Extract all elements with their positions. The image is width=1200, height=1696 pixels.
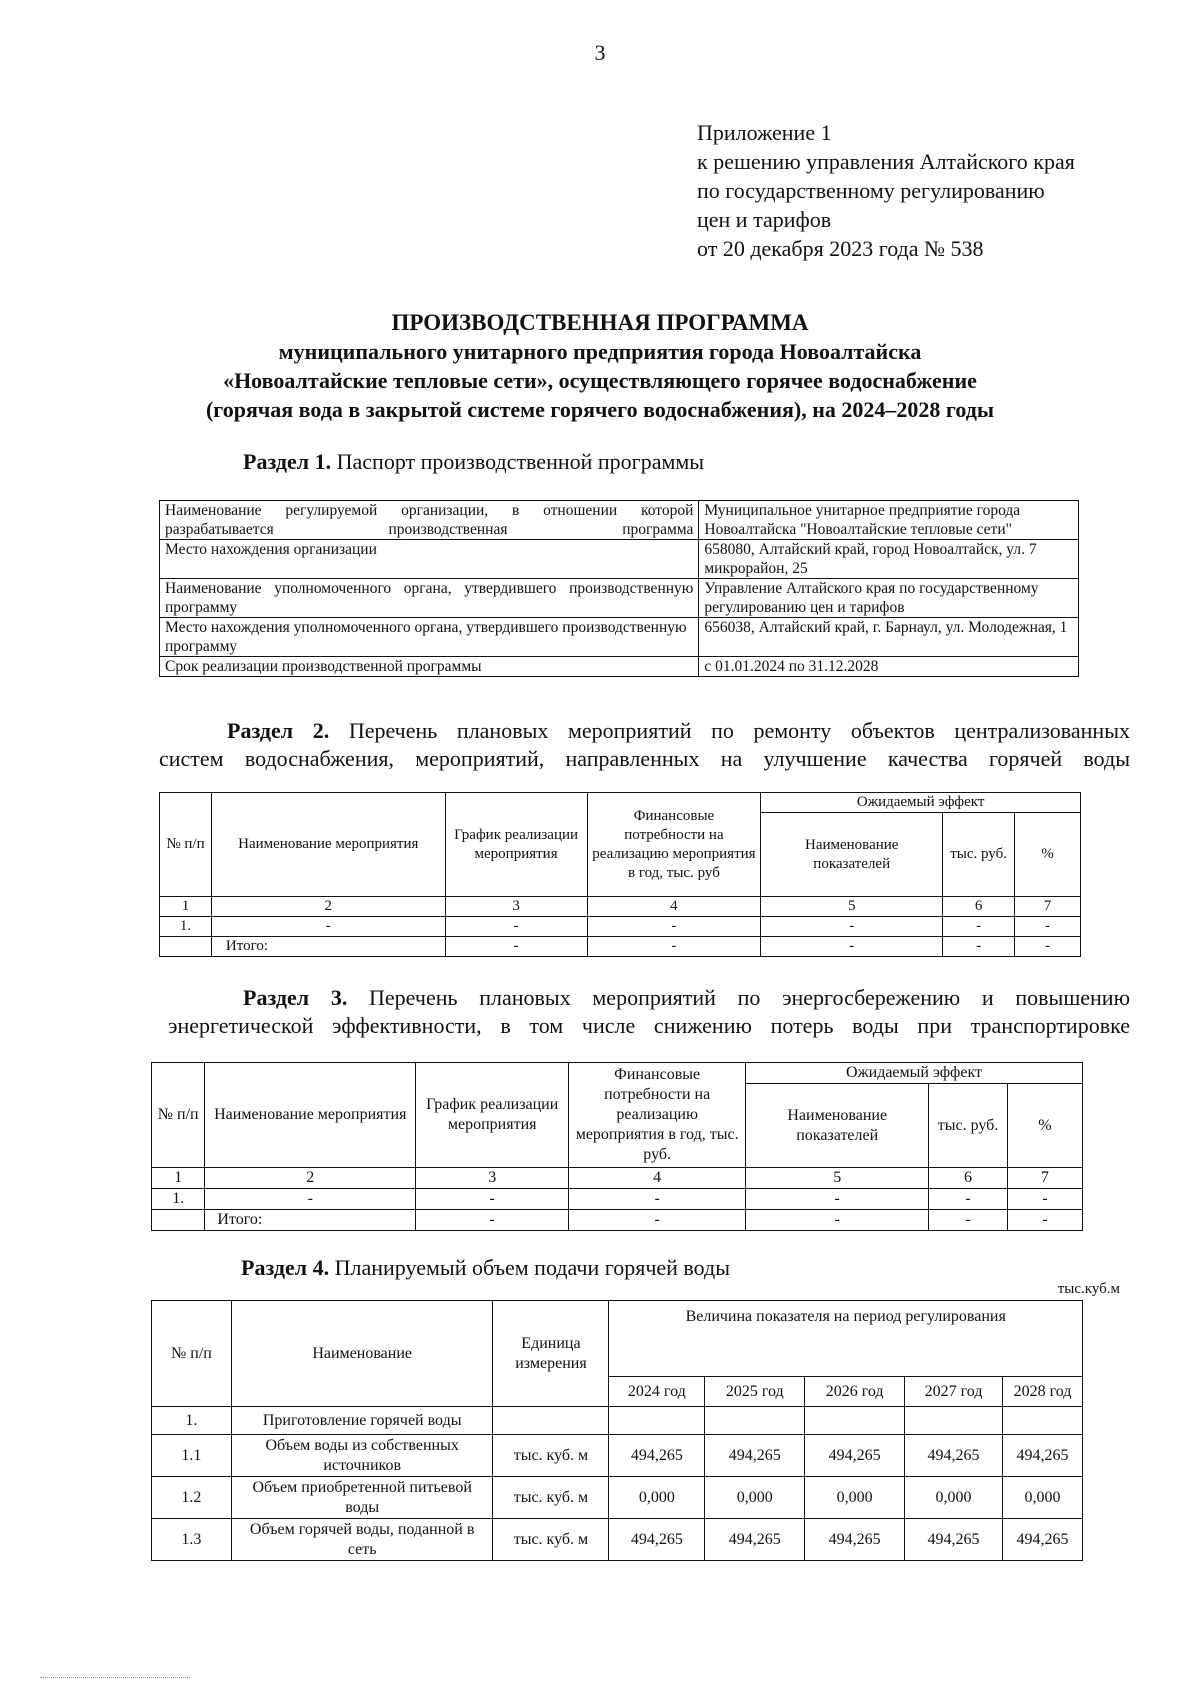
table-row — [160, 618, 1079, 657]
section3-heading-bold: Раздел 3. — [243, 985, 348, 1010]
table-cell: - — [761, 937, 943, 957]
table-cell: - — [445, 937, 587, 957]
col-header-percent: % — [1015, 813, 1081, 897]
unit-note: тыс.куб.м — [1057, 1281, 1120, 1297]
section3-heading-line2 — [168, 1012, 1130, 1040]
col-header-num: № п/п — [152, 1301, 232, 1407]
row-name: Объем горячей воды, поданной в сеть — [231, 1519, 493, 1561]
table-row — [160, 917, 1081, 937]
col-header-schedule: График реализации мероприятия — [416, 1063, 569, 1168]
row-unit: тыс. куб. м — [493, 1435, 609, 1477]
col-header-year: 2025 год — [705, 1377, 805, 1407]
passport-label: Место нахождения организации — [160, 540, 699, 579]
row-value: 0,000 — [609, 1477, 705, 1519]
col-header-indicators: Наименование показателей — [761, 813, 943, 897]
section1-heading — [243, 448, 704, 476]
table-row — [152, 1477, 1083, 1519]
appendix-line: от 20 декабря 2023 года № 538 — [697, 236, 984, 261]
table-cell: - — [416, 1189, 569, 1210]
section2-heading-line2 — [159, 745, 1130, 773]
document-title — [140, 308, 1060, 424]
row-value — [805, 1407, 905, 1435]
passport-label: Наименование уполномоченного органа, утвердившего производственную программу — [160, 579, 699, 618]
table-cell: - — [587, 937, 761, 957]
row-value: 494,265 — [609, 1435, 705, 1477]
table-row — [160, 540, 1079, 579]
col-number: 7 — [1015, 897, 1081, 917]
table-header-row — [152, 1301, 1083, 1377]
col-header-percent: % — [1007, 1084, 1082, 1168]
title-line: «Новоалтайские тепловые сети», осуществляющего горячее водоснабжение — [223, 368, 977, 393]
total-label: Итого: — [205, 1210, 416, 1231]
col-number: 3 — [445, 897, 587, 917]
col-header-period: Величина показателя на период регулирования — [609, 1301, 1083, 1377]
section4-heading-bold: Раздел 4. — [241, 1255, 330, 1280]
title-line: (горячая вода в закрытой системе горячего водоснабжения), на 2024–2028 годы — [205, 397, 995, 422]
row-value: 0,000 — [705, 1477, 805, 1519]
row-value: 494,265 — [1002, 1519, 1082, 1561]
passport-value: с 01.01.2024 по 31.12.2028 — [699, 657, 1079, 677]
col-header-finance: Финансовые потребности на реализацию мероприятия в год, тыс. руб. — [569, 1063, 746, 1168]
col-header-unit: Единица измерения — [493, 1301, 609, 1407]
col-number: 3 — [416, 1168, 569, 1189]
table-header-row — [160, 793, 1081, 813]
table-cell: - — [929, 1189, 1007, 1210]
col-number: 5 — [746, 1168, 929, 1189]
col-header-num: № п/п — [152, 1063, 205, 1168]
row-value — [609, 1407, 705, 1435]
table-cell: - — [1007, 1189, 1082, 1210]
col-header-rub: тыс. руб. — [943, 813, 1015, 897]
row-unit: тыс. куб. м — [493, 1477, 609, 1519]
total-label: Итого: — [211, 937, 445, 957]
table-row — [160, 897, 1081, 917]
page-number: 3 — [594, 40, 606, 65]
appendix-line: цен и тарифов — [697, 207, 832, 232]
row-unit — [493, 1407, 609, 1435]
energy-saving-table — [151, 1062, 1083, 1231]
water-supply-volume-table — [151, 1300, 1083, 1561]
col-header-effect: Ожидаемый эффект — [761, 793, 1081, 813]
row-name: Приготовление горячей воды — [231, 1407, 493, 1435]
col-number: 4 — [569, 1168, 746, 1189]
col-header-year: 2024 год — [609, 1377, 705, 1407]
table-row — [160, 579, 1079, 618]
table-header-row — [152, 1063, 1083, 1084]
col-header-rub: тыс. руб. — [929, 1084, 1007, 1168]
repair-measures-table — [159, 792, 1081, 957]
row-value: 494,265 — [805, 1519, 905, 1561]
table-cell — [152, 1210, 205, 1231]
row-value: 494,265 — [705, 1435, 805, 1477]
row-name: Объем воды из собственных источников — [231, 1435, 493, 1477]
col-header-name: Наименование мероприятия — [211, 793, 445, 897]
title-main: ПРОИЗВОДСТВЕННАЯ ПРОГРАММА — [391, 310, 809, 335]
passport-value: Муниципальное унитарное предприятие города Новоалтайска "Новоалтайские тепловые сети" — [699, 501, 1079, 540]
table-cell: - — [587, 917, 761, 937]
passport-label: Срок реализации производственной программы — [160, 657, 699, 677]
passport-label: Наименование регулируемой организации, в отношении которой разрабатывается производственная программа — [160, 501, 699, 540]
col-header-num: № п/п — [160, 793, 212, 897]
section4-heading — [241, 1254, 730, 1282]
table-row — [152, 1407, 1083, 1435]
appendix-block — [697, 118, 1075, 263]
table-cell: - — [746, 1189, 929, 1210]
col-number: 6 — [943, 897, 1015, 917]
section4-heading-text: Планируемый объем подачи горячей воды — [329, 1255, 731, 1280]
row-num: 1.1 — [152, 1435, 232, 1477]
col-header-indicators: Наименование показателей — [746, 1084, 929, 1168]
col-header-name: Наименование — [231, 1301, 493, 1407]
col-header-year: 2026 год — [805, 1377, 905, 1407]
row-value: 0,000 — [1002, 1477, 1082, 1519]
title-line: муниципального унитарного предприятия города Новоалтайска — [278, 339, 922, 364]
table-row — [160, 657, 1079, 677]
table-cell: - — [1015, 917, 1081, 937]
col-header-finance: Финансовые потребности на реализацию мероприятия в год, тыс. руб — [587, 793, 761, 897]
passport-label: Место нахождения уполномоченного органа, утвердившего производственную программу — [160, 618, 699, 657]
col-number: 2 — [211, 897, 445, 917]
table-cell: - — [445, 917, 587, 937]
row-unit: тыс. куб. м — [493, 1519, 609, 1561]
table-row — [152, 1189, 1083, 1210]
row-value — [905, 1407, 1003, 1435]
section2-heading-text-2: систем водоснабжения, мероприятий, направленных на улучшение качества горячей воды — [159, 746, 1130, 771]
table-cell: - — [569, 1210, 746, 1231]
col-number: 2 — [205, 1168, 416, 1189]
section1-heading-text: Паспорт производственной программы — [331, 449, 705, 474]
col-header-name: Наименование мероприятия — [205, 1063, 416, 1168]
table-row — [152, 1519, 1083, 1561]
table-cell: - — [569, 1189, 746, 1210]
row-num: 1. — [152, 1407, 232, 1435]
section3-heading-text-2: энергетической эффективности, в том числе снижению потерь воды при транспортировке — [168, 1013, 1130, 1038]
table-cell: - — [416, 1210, 569, 1231]
table-total-row — [160, 937, 1081, 957]
appendix-line: Приложение 1 — [697, 120, 832, 145]
col-number: 4 — [587, 897, 761, 917]
scan-artifact-line — [40, 1677, 190, 1678]
col-number: 1 — [160, 897, 212, 917]
section2-heading-bold: Раздел 2. — [227, 718, 330, 743]
passport-value: Управление Алтайского края по государственному регулированию цен и тарифов — [699, 579, 1079, 618]
section2-heading-text: Перечень плановых мероприятий по ремонту объектов централизованных — [329, 718, 1130, 743]
col-number: 5 — [761, 897, 943, 917]
table-cell: - — [943, 937, 1015, 957]
row-value: 494,265 — [905, 1435, 1003, 1477]
passport-table — [159, 500, 1079, 677]
row-value: 494,265 — [1002, 1435, 1082, 1477]
col-header-year: 2028 год — [1002, 1377, 1082, 1407]
row-name: Объем приобретенной питьевой воды — [231, 1477, 493, 1519]
row-value — [705, 1407, 805, 1435]
section2-heading — [227, 717, 1130, 745]
table-row — [160, 501, 1079, 540]
appendix-line: к решению управления Алтайского края — [697, 149, 1075, 174]
table-cell: - — [1007, 1210, 1082, 1231]
appendix-line: по государственному регулированию — [697, 178, 1045, 203]
row-value: 494,265 — [905, 1519, 1003, 1561]
section1-heading-bold: Раздел 1. — [243, 449, 332, 474]
table-cell — [160, 937, 212, 957]
table-cell: - — [761, 917, 943, 937]
table-cell: 1. — [152, 1189, 205, 1210]
table-cell: - — [211, 917, 445, 937]
row-num: 1.2 — [152, 1477, 232, 1519]
table-row — [152, 1168, 1083, 1189]
row-value: 0,000 — [905, 1477, 1003, 1519]
row-value — [1002, 1407, 1082, 1435]
table-cell: - — [746, 1210, 929, 1231]
passport-value: 656038, Алтайский край, г. Барнаул, ул. Молодежная, 1 — [699, 618, 1079, 657]
table-cell: - — [205, 1189, 416, 1210]
col-number: 6 — [929, 1168, 1007, 1189]
table-cell: 1. — [160, 917, 212, 937]
table-cell: - — [943, 917, 1015, 937]
table-cell: - — [1015, 937, 1081, 957]
section3-heading-text: Перечень плановых мероприятий по энергосбережению и повышению — [347, 985, 1131, 1010]
row-num: 1.3 — [152, 1519, 232, 1561]
row-value: 494,265 — [705, 1519, 805, 1561]
table-cell: - — [929, 1210, 1007, 1231]
table-row — [152, 1435, 1083, 1477]
table-total-row — [152, 1210, 1083, 1231]
col-header-effect: Ожидаемый эффект — [746, 1063, 1083, 1084]
section3-heading — [243, 984, 1130, 1012]
row-value: 494,265 — [609, 1519, 705, 1561]
col-number: 7 — [1007, 1168, 1082, 1189]
row-value: 0,000 — [805, 1477, 905, 1519]
col-number: 1 — [152, 1168, 205, 1189]
col-header-schedule: График реализации мероприятия — [445, 793, 587, 897]
row-value: 494,265 — [805, 1435, 905, 1477]
passport-value: 658080, Алтайский край, город Новоалтайск, ул. 7 микрорайон, 25 — [699, 540, 1079, 579]
col-header-year: 2027 год — [905, 1377, 1003, 1407]
